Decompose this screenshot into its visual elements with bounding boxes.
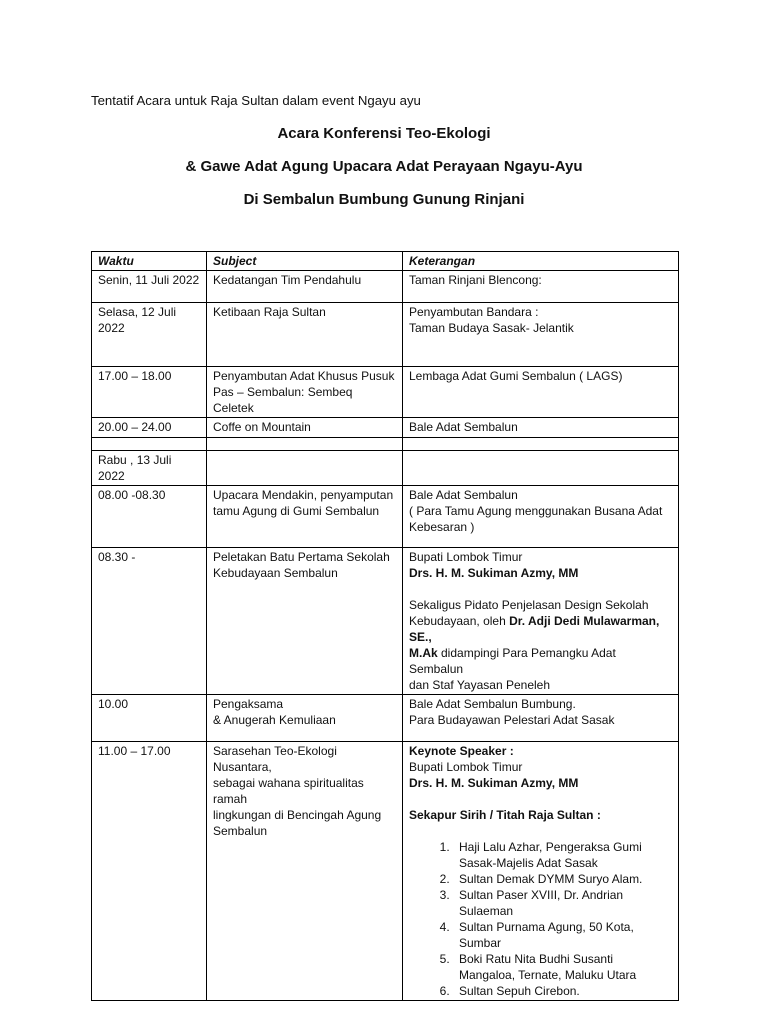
cell-time: Senin, 11 Juli 2022 — [92, 271, 207, 303]
list-item: 2. Sultan Demak DYMM Suryo Alam. — [453, 871, 672, 887]
keterangan-line: Bale Adat Sembalun Bumbung. — [409, 697, 576, 711]
subject-line: Sarasehan Teo-Ekologi Nusantara, — [213, 744, 337, 774]
table-row — [92, 418, 679, 438]
cell-keterangan: Bale Adat Sembalun — [403, 418, 679, 438]
table-row — [92, 271, 679, 303]
cell-time: Selasa, 12 Juli 2022 — [92, 303, 207, 367]
list-item: 4. Sultan Purnama Agung, 50 Kota, Sumbar — [453, 919, 672, 951]
keterangan-line: Bupati Lombok Timur — [409, 760, 523, 774]
table-row-empty — [92, 438, 679, 451]
table-row — [92, 451, 679, 486]
cell-keterangan: Taman Rinjani Blencong: — [403, 271, 679, 303]
keynote-label: Keynote Speaker : — [409, 744, 514, 758]
header-subject: Subject — [207, 252, 403, 271]
intro-line: Tentatif Acara untuk Raja Sultan dalam event Ngayu ayu — [91, 93, 421, 108]
cell-time: 20.00 – 24.00 — [92, 418, 207, 438]
keterangan-line: Bupati Lombok Timur — [409, 550, 523, 564]
subject-line: Kebudayaan Sembalun — [213, 566, 338, 580]
table-row — [92, 367, 679, 418]
subject-line: Upacara Mendakin, penyamputan — [213, 488, 394, 502]
subject-line: & Anugerah Kemuliaan — [213, 713, 336, 727]
title-line-2: & Gawe Adat Agung Upacara Adat Perayaan Ngayu-Ayu — [185, 158, 583, 175]
subject-line: Peletakan Batu Pertama Sekolah — [213, 550, 390, 564]
list-item: 3. Sultan Paser XVIII, Dr. Andrian Sulaeman — [453, 887, 672, 919]
cell-time: 08.00 -08.30 — [92, 486, 207, 548]
schedule-table — [91, 251, 679, 1001]
cell-subject — [207, 742, 403, 1001]
header-waktu: Waktu — [92, 252, 207, 271]
list-item: 6. Sultan Sepuh Cirebon. — [453, 983, 672, 999]
cell-subject: Kedatangan Tim Pendahulu — [207, 271, 403, 303]
cell-time: 11.00 – 17.00 — [92, 742, 207, 1001]
keterangan-line — [409, 613, 672, 645]
cell-subject — [207, 548, 403, 695]
cell-empty — [403, 438, 679, 451]
spacer — [409, 581, 672, 597]
spacer — [409, 791, 672, 807]
cell-empty — [403, 451, 679, 486]
list-item: 5. Boki Ratu Nita Budhi Susanti Mangaloa, Ternate, Maluku Utara — [453, 951, 672, 983]
cell-subject — [207, 695, 403, 742]
cell-time: 08.30 - — [92, 548, 207, 695]
list-item: 1. Haji Lalu Azhar, Pengeraksa Gumi Sasak-Majelis Adat Sasak — [453, 839, 672, 871]
table-row — [92, 742, 679, 1001]
table-row — [92, 303, 679, 367]
speaker-list — [409, 839, 672, 999]
sekapur-label: Sekapur Sirih / Titah Raja Sultan : — [409, 808, 601, 822]
cell-time: 10.00 — [92, 695, 207, 742]
cell-subject: Coffe on Mountain — [207, 418, 403, 438]
spacer — [409, 823, 672, 839]
keterangan-line: ( Para Tamu Agung menggunakan Busana Adat — [409, 504, 663, 518]
keterangan-line: dan Staf Yayasan Peneleh — [409, 678, 550, 692]
table-header-row — [92, 252, 679, 271]
keterangan-line: Para Budayawan Pelestari Adat Sasak — [409, 713, 615, 727]
title-line-1: Acara Konferensi Teo-Ekologi — [277, 125, 491, 142]
cell-date: Rabu , 13 Juli 2022 — [92, 451, 207, 486]
keterangan-text: Kebudayaan, oleh — [409, 614, 510, 628]
keterangan-text: didampingi Para Pemangku Adat Sembalun — [409, 646, 616, 676]
cell-keterangan — [403, 303, 679, 367]
cell-empty — [207, 438, 403, 451]
official-name: Drs. H. M. Sukiman Azmy, MM — [409, 566, 579, 580]
subject-line: Sembalun — [213, 824, 268, 838]
subject-line: Pas – Sembalun: Sembeq Celetek — [213, 385, 353, 415]
subject-line: Penyambutan Adat Khusus Pusuk — [213, 369, 395, 383]
speaker-title: M.Ak — [409, 646, 438, 660]
subject-line: sebagai wahana spiritualitas ramah — [213, 776, 364, 806]
cell-keterangan — [403, 695, 679, 742]
keterangan-line: Penyambutan Bandara : — [409, 305, 539, 319]
subject-line: Pengaksama — [213, 697, 284, 711]
keterangan-line: Kebesaran ) — [409, 520, 475, 534]
speaker-name: Dr. Adji Dedi Mulawarman, SE., — [409, 614, 660, 644]
title-line-3: Di Sembalun Bumbung Gunung Rinjani — [243, 191, 525, 208]
keterangan-line: Sekaligus Pidato Penjelasan Design Sekolah — [409, 598, 649, 612]
official-name: Drs. H. M. Sukiman Azmy, MM — [409, 776, 579, 790]
cell-keterangan — [403, 548, 679, 695]
cell-subject: Ketibaan Raja Sultan — [207, 303, 403, 367]
cell-keterangan: Lembaga Adat Gumi Sembalun ( LAGS) — [403, 367, 679, 418]
table-row — [92, 548, 679, 695]
cell-empty — [207, 451, 403, 486]
cell-subject — [207, 486, 403, 548]
cell-keterangan — [403, 486, 679, 548]
keterangan-line — [409, 645, 672, 677]
cell-keterangan — [403, 742, 679, 1001]
keterangan-line: Taman Budaya Sasak- Jelantik — [409, 321, 574, 335]
header-keterangan: Keterangan — [403, 252, 679, 271]
table-row — [92, 486, 679, 548]
subject-line: tamu Agung di Gumi Sembalun — [213, 504, 380, 518]
subject-line: lingkungan di Bencingah Agung — [213, 808, 382, 822]
keterangan-line: Bale Adat Sembalun — [409, 488, 518, 502]
table-row — [92, 695, 679, 742]
cell-subject — [207, 367, 403, 418]
cell-empty — [92, 438, 207, 451]
cell-time: 17.00 – 18.00 — [92, 367, 207, 418]
